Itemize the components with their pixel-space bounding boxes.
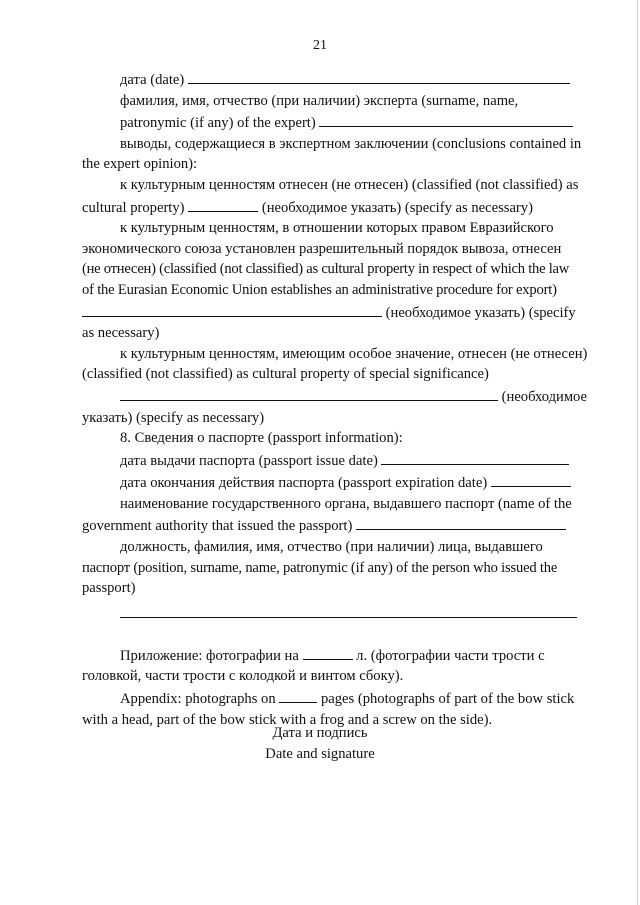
page-edge <box>637 0 638 905</box>
person-row-3: passport) <box>82 580 136 597</box>
expert-name-field[interactable] <box>319 111 573 127</box>
signature-label-ru: Дата и подпись <box>272 725 368 741</box>
date-field[interactable] <box>188 68 570 84</box>
annex-en-row-2: with a head, part of the bow stick with a frog and a screw on the side). <box>82 711 493 728</box>
special-row: к культурным ценностям, имеющим особое значение, отнесен (не отнесен) <box>120 345 588 362</box>
annex-en-pages-field[interactable] <box>279 687 317 703</box>
authority-row: наименование государственного органа, выдавшего паспорт (name of the <box>120 495 572 512</box>
signature-label-en: Date and signature <box>265 745 375 762</box>
cultural-field[interactable] <box>188 196 258 212</box>
date-label: дата (date) <box>120 72 185 88</box>
form-body <box>82 68 599 730</box>
eaeu-field[interactable] <box>82 301 382 317</box>
expert-name-row-2: patronymic (if any) of the expert) <box>82 111 599 134</box>
special-row-4: указать) (specify as necessary) <box>82 409 265 426</box>
special-row-3: (необходимое <box>82 385 599 408</box>
eaeu-row-6: as necessary) <box>82 325 160 342</box>
special-field[interactable] <box>120 385 498 401</box>
conclusions-row: выводы, содержащиеся в экспертном заключении (conclusions contained in <box>120 135 582 152</box>
annex-ru-pages-field[interactable] <box>303 644 353 660</box>
eaeu-row-5: (необходимое указать) (specify <box>82 301 599 324</box>
passport-expiry-field[interactable] <box>491 471 571 487</box>
person-row: должность, фамилия, имя, отчество (при наличии) лица, выдавшего <box>120 539 543 556</box>
expert-name-row <box>82 91 599 112</box>
page-number: 21 <box>313 38 327 53</box>
expert-name-label: фамилия, имя, отчество (при наличии) эксперта (surname, name, <box>120 92 519 109</box>
date-row <box>82 68 599 91</box>
annex-ru-row: Приложение: фотографии на л. (фотографии части трости с <box>82 644 599 667</box>
authority-row-2: government authority that issued the passport) <box>82 514 599 537</box>
signature-block <box>0 723 640 764</box>
passport-heading: 8. Сведения о паспорте (passport information): <box>120 430 403 447</box>
passport-issue-field[interactable] <box>381 449 569 465</box>
authority-field[interactable] <box>356 514 566 530</box>
annex-en-row: Appendix: photographs on pages (photographs of part of the bow stick <box>82 687 599 710</box>
eaeu-row-2: экономического союза установлен разрешительный порядок вывоза, отнесен <box>82 240 562 257</box>
annex-ru-row-2: головкой, части трости с колодкой и винтом сбоку). <box>82 668 404 685</box>
person-field[interactable] <box>120 599 577 618</box>
passport-issue-row: дата выдачи паспорта (passport issue date) <box>82 449 599 472</box>
eaeu-row: к культурным ценностям, в отношении которых правом Евразийского <box>120 220 554 237</box>
cultural-row: к культурным ценностям отнесен (не отнесен) (classified (not classified) as <box>120 176 579 193</box>
passport-expiry-row: дата окончания действия паспорта (passport expiration date) <box>82 471 599 494</box>
eaeu-row-3: (не отнесен) (classified (not classified) as cultural property in respect of which the law <box>82 261 570 278</box>
cultural-row-2: cultural property) (необходимое указать) (specify as necessary) <box>82 196 599 219</box>
conclusions-row-2: the expert opinion): <box>82 156 198 173</box>
person-row-2: паспорт (position, surname, name, patronymic (if any) of the person who issued the <box>82 559 558 576</box>
special-row-2: (classified (not classified) as cultural property of special significance) <box>82 366 489 383</box>
eaeu-row-4: of the Eurasian Economic Union establishes an administrative procedure for export) <box>82 281 557 298</box>
